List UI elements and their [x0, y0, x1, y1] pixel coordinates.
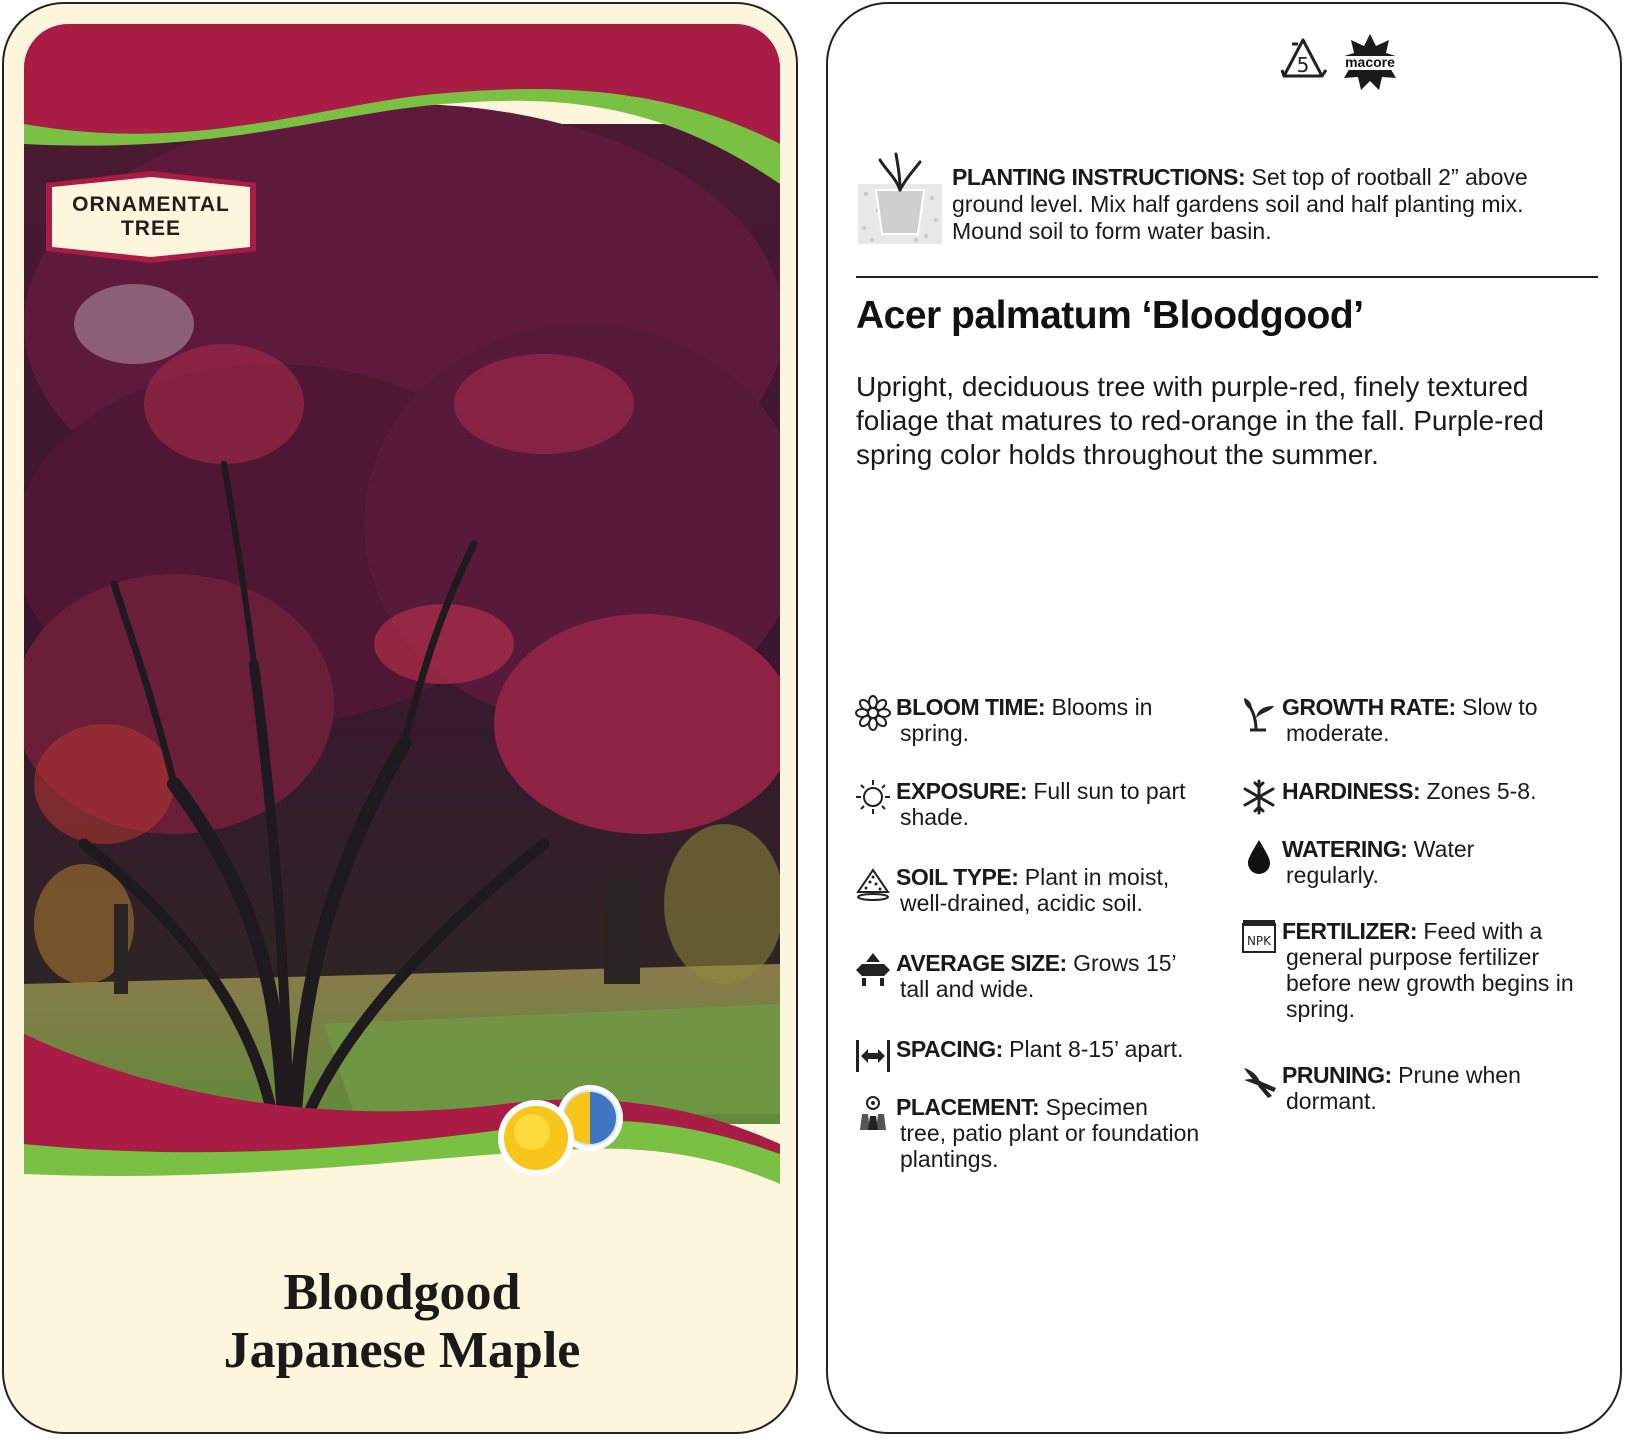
badge-line-1: ORNAMENTAL — [72, 193, 230, 216]
category-badge — [38, 169, 264, 265]
npk-text: NPK — [1246, 934, 1272, 948]
fertilizer-value-cont: general purpose fertilizer before new growth begins in spring. — [1286, 944, 1574, 1022]
hardiness-value: Zones 5-8. — [1420, 778, 1537, 804]
growth-rate-value-cont: moderate. — [1286, 720, 1390, 746]
soil-type-value: Plant in moist, — [1018, 864, 1170, 890]
exposure-icons — [494, 1084, 634, 1184]
growth-rate-label: GROWTH RATE: — [1282, 694, 1456, 720]
flower-icon — [854, 694, 892, 732]
pruning-label: PRUNING: — [1282, 1062, 1392, 1088]
recycle-number: 5 — [1296, 53, 1310, 77]
exposure-label: EXPOSURE: — [896, 778, 1027, 804]
fertilizer-value: Feed with a — [1417, 918, 1543, 944]
pruning-value: Prune when — [1391, 1062, 1521, 1088]
front-card — [2, 2, 798, 1434]
planting-pot-icon — [856, 150, 944, 246]
planting-text: Set top of rootball 2” above ground level. Mix half gardens soil and half planting mix. Mound soil to form water basin. — [952, 164, 1528, 244]
common-name-line-1: Bloodgood — [283, 1264, 521, 1321]
spacing-label: SPACING: — [896, 1036, 1003, 1062]
placement-value-cont: tree, patio plant or foundation plantings. — [900, 1120, 1200, 1172]
recycle-logos — [1278, 34, 1418, 94]
divider — [856, 276, 1598, 278]
pruning-value-cont: dormant. — [1286, 1088, 1377, 1114]
planting-instructions — [856, 150, 1596, 250]
macore-logo-icon — [1340, 34, 1400, 90]
recycle-symbol-icon — [1282, 40, 1326, 77]
front-card-inner — [24, 24, 780, 1416]
sprout-icon — [1240, 694, 1278, 732]
sun-icon — [854, 778, 892, 816]
plant-description: Upright, deciduous tree with purple-red, finely textured foliage that matures to red-orange in the fall. Purple-red spring color holds throughout the summer. — [856, 371, 1544, 470]
botanical-name: Acer palmatum ‘Bloodgood’ — [856, 294, 1364, 337]
placement-label: PLACEMENT: — [896, 1094, 1040, 1120]
watering-value: Water — [1407, 836, 1475, 862]
badge-line-2: TREE — [120, 217, 181, 240]
planting-label: PLANTING INSTRUCTIONS: — [952, 164, 1246, 190]
exposure-value-cont: shade. — [900, 804, 970, 830]
average-size-label: AVERAGE SIZE: — [896, 950, 1067, 976]
brand-logo-text: macore — [1345, 54, 1395, 70]
spacing-icon — [854, 1036, 892, 1074]
bloom-time-value-cont: spring. — [900, 720, 970, 746]
fertilizer-label: FERTILIZER: — [1282, 918, 1418, 944]
hardiness-label: HARDINESS: — [1282, 778, 1421, 804]
water-drop-icon — [1240, 836, 1278, 874]
common-name-line-2: Japanese Maple — [223, 1322, 581, 1379]
exposure-value: Full sun to part — [1026, 778, 1186, 804]
average-size-value: Grows 15’ — [1066, 950, 1177, 976]
bloom-time-value: Blooms in — [1045, 694, 1153, 720]
soil-type-value-cont: well-drained, acidic soil. — [900, 890, 1143, 916]
common-name — [24, 1264, 780, 1380]
pruners-icon — [1240, 1062, 1278, 1100]
placement-icon — [854, 1094, 892, 1132]
full-sun-icon — [498, 1100, 574, 1176]
growth-rate-value: Slow to — [1455, 694, 1538, 720]
back-card — [826, 2, 1622, 1434]
fertilizer-icon — [1240, 918, 1278, 956]
soil-type-label: SOIL TYPE: — [896, 864, 1019, 890]
size-icon — [854, 950, 892, 988]
average-size-value-cont: tall and wide. — [900, 976, 1035, 1002]
spacing-value: Plant 8-15’ apart. — [1002, 1036, 1184, 1062]
watering-value-cont: regularly. — [1286, 862, 1379, 888]
bloom-time-label: BLOOM TIME: — [896, 694, 1046, 720]
watering-label: WATERING: — [1282, 836, 1408, 862]
snowflake-icon — [1240, 778, 1278, 816]
placement-value: Specimen — [1039, 1094, 1148, 1120]
soil-icon — [854, 864, 892, 902]
